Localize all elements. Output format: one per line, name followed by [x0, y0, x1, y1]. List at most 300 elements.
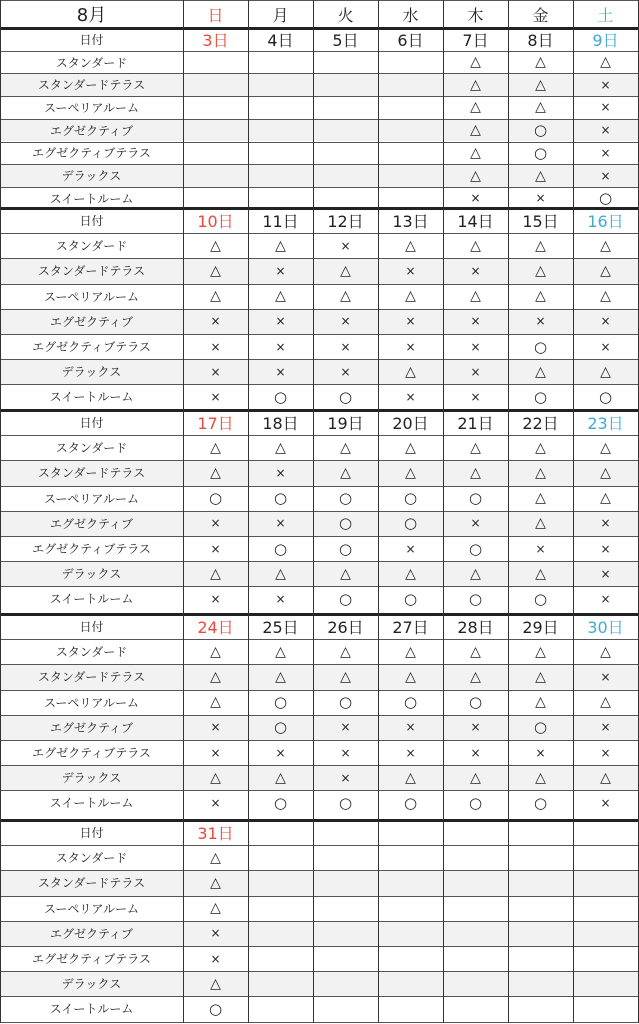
availability-cell: [248, 870, 313, 895]
availability-limited: △: [405, 237, 416, 254]
availability-cell: [313, 996, 378, 1021]
room-type-label: エグゼクティブテラス: [32, 340, 151, 355]
availability-full: ×: [470, 364, 481, 379]
availability-limited: △: [340, 668, 351, 685]
availability-cell: [443, 870, 508, 895]
availability-cell: [378, 996, 443, 1021]
availability-full: ×: [600, 314, 611, 329]
availability-limited: △: [600, 288, 611, 305]
availability-limited: △: [210, 288, 221, 305]
availability-full: ×: [340, 364, 351, 379]
availability-cell: [378, 119, 443, 142]
availability-cell: [313, 870, 378, 895]
column-divider: [378, 0, 379, 1023]
date-cell: 8日: [527, 30, 554, 50]
availability-cell: [313, 119, 378, 142]
availability-full: ×: [405, 389, 416, 404]
availability-limited: △: [470, 122, 481, 139]
availability-cell: [573, 971, 638, 996]
date-cell: 20日: [392, 414, 429, 434]
room-type-label: スーペリアルーム: [44, 901, 139, 916]
availability-limited: △: [275, 668, 286, 685]
room-type-label: スタンダードテラス: [37, 78, 146, 93]
availability-limited: △: [275, 769, 286, 786]
availability-cell: [248, 921, 313, 946]
availability-limited: △: [340, 643, 351, 660]
column-divider: [573, 0, 574, 1023]
availability-cell: [378, 845, 443, 870]
availability-limited: △: [275, 565, 286, 582]
date-cell: 12日: [327, 212, 364, 232]
room-type-label: スイートルーム: [49, 191, 134, 206]
weekday-header-3: 水: [402, 5, 419, 25]
availability-limited: △: [535, 76, 546, 93]
availability-available: ○: [403, 589, 418, 608]
availability-full: ×: [470, 339, 481, 354]
availability-available: ○: [533, 121, 548, 140]
availability-full: ×: [210, 745, 221, 760]
availability-limited: △: [535, 565, 546, 582]
availability-full: ×: [470, 191, 481, 206]
availability-cell: [573, 870, 638, 895]
availability-full: ×: [275, 745, 286, 760]
availability-full: ×: [470, 516, 481, 531]
date-cell: 21日: [457, 414, 494, 434]
room-type-label: エグゼクティブ: [49, 720, 134, 735]
availability-cell: [378, 896, 443, 921]
availability-available: ○: [468, 539, 483, 558]
availability-available: ○: [273, 793, 288, 812]
room-type-label: スタンダード: [55, 441, 128, 456]
availability-limited: △: [470, 144, 481, 161]
availability-cell: [378, 870, 443, 895]
date-cell: 15日: [522, 212, 559, 232]
date-cell: [443, 820, 508, 845]
date-cell: 23日: [587, 414, 624, 434]
availability-full: ×: [535, 745, 546, 760]
availability-limited: △: [470, 643, 481, 660]
availability-full: ×: [535, 314, 546, 329]
availability-full: ×: [600, 339, 611, 354]
availability-cell: [378, 164, 443, 187]
availability-cell: [313, 73, 378, 96]
availability-limited: △: [470, 439, 481, 456]
availability-limited: △: [535, 363, 546, 380]
availability-limited: △: [210, 694, 221, 711]
room-type-label: スタンダード: [55, 55, 128, 70]
weekday-header-5: 金: [532, 5, 549, 25]
column-divider: [313, 0, 314, 1023]
availability-limited: △: [470, 99, 481, 116]
availability-limited: △: [535, 288, 546, 305]
availability-limited: △: [210, 262, 221, 279]
availability-cell: [248, 73, 313, 96]
availability-cell: [248, 996, 313, 1021]
availability-cell: [443, 896, 508, 921]
availability-full: ×: [275, 591, 286, 606]
column-divider: [443, 0, 444, 1023]
availability-limited: △: [535, 490, 546, 507]
availability-full: ×: [340, 720, 351, 735]
availability-available: ○: [403, 514, 418, 533]
column-divider: [508, 0, 509, 1023]
date-row-label: 日付: [79, 32, 104, 47]
availability-limited: △: [535, 668, 546, 685]
availability-cell: [183, 142, 248, 165]
room-type-label: スタンダード: [55, 645, 128, 660]
table-border-bottom: [0, 1022, 638, 1023]
availability-available: ○: [468, 693, 483, 712]
availability-cell: [508, 996, 573, 1021]
date-cell: 30日: [587, 618, 624, 638]
availability-full: ×: [210, 314, 221, 329]
date-cell: 10日: [197, 212, 234, 232]
availability-cell: [378, 971, 443, 996]
availability-full: ×: [275, 314, 286, 329]
room-type-label: スイートルーム: [49, 796, 134, 811]
availability-full: ×: [600, 100, 611, 115]
availability-cell: [248, 971, 313, 996]
availability-available: ○: [533, 589, 548, 608]
availability-limited: △: [470, 288, 481, 305]
availability-limited: △: [470, 167, 481, 184]
date-cell: 9日: [592, 30, 619, 50]
availability-full: ×: [600, 77, 611, 92]
availability-full: ×: [470, 263, 481, 278]
availability-full: ×: [210, 795, 221, 810]
room-type-label: エグゼクティブテラス: [32, 146, 151, 161]
availability-limited: △: [470, 565, 481, 582]
availability-available: ○: [273, 387, 288, 406]
date-cell: 18日: [262, 414, 299, 434]
availability-cell: [443, 971, 508, 996]
availability-available: ○: [468, 589, 483, 608]
date-row-label: 日付: [79, 826, 104, 841]
room-type-label: スタンダードテラス: [37, 876, 146, 891]
availability-limited: △: [600, 643, 611, 660]
availability-full: ×: [405, 263, 416, 278]
availability-limited: △: [470, 54, 481, 71]
availability-limited: △: [210, 769, 221, 786]
room-type-label: スタンダード: [55, 851, 128, 866]
availability-cell: [573, 996, 638, 1021]
availability-full: ×: [210, 951, 221, 966]
room-type-label: エグゼクティブ: [49, 516, 134, 531]
availability-cell: [248, 96, 313, 119]
availability-limited: △: [210, 849, 221, 866]
availability-full: ×: [275, 263, 286, 278]
availability-full: ×: [405, 314, 416, 329]
room-type-label: デラックス: [61, 169, 122, 184]
room-type-label: エグゼクティブ: [49, 314, 134, 329]
availability-full: ×: [275, 364, 286, 379]
availability-full: ×: [340, 745, 351, 760]
availability-cell: [183, 96, 248, 119]
availability-available: ○: [273, 693, 288, 712]
availability-limited: △: [340, 262, 351, 279]
availability-limited: △: [275, 237, 286, 254]
availability-full: ×: [275, 516, 286, 531]
availability-full: ×: [210, 541, 221, 556]
availability-full: ×: [210, 516, 221, 531]
room-type-label: スタンダードテラス: [37, 670, 146, 685]
availability-cell: [508, 896, 573, 921]
availability-full: ×: [600, 566, 611, 581]
availability-limited: △: [470, 76, 481, 93]
date-row-label: 日付: [79, 416, 104, 431]
availability-available: ○: [468, 489, 483, 508]
room-type-label: スタンダード: [55, 239, 128, 254]
availability-available: ○: [533, 387, 548, 406]
availability-available: ○: [338, 693, 353, 712]
week-divider: [0, 819, 638, 822]
availability-cell: [183, 119, 248, 142]
date-cell: 24日: [197, 618, 234, 638]
week-divider: [0, 207, 638, 210]
availability-cell: [443, 921, 508, 946]
availability-limited: △: [535, 769, 546, 786]
weekday-header-4: 木: [467, 5, 484, 25]
availability-limited: △: [210, 874, 221, 891]
availability-limited: △: [275, 288, 286, 305]
date-cell: 28日: [457, 618, 494, 638]
availability-cell: [508, 870, 573, 895]
availability-limited: △: [535, 99, 546, 116]
availability-cell: [313, 142, 378, 165]
availability-available: ○: [403, 693, 418, 712]
week-divider: [0, 27, 638, 30]
date-cell: [313, 820, 378, 845]
availability-full: ×: [470, 720, 481, 735]
room-type-label: エグゼクティブ: [49, 123, 134, 138]
availability-available: ○: [338, 387, 353, 406]
availability-available: ○: [273, 718, 288, 737]
availability-full: ×: [275, 465, 286, 480]
date-cell: 31日: [197, 824, 234, 844]
availability-available: ○: [338, 539, 353, 558]
availability-available: ○: [273, 489, 288, 508]
availability-limited: △: [535, 237, 546, 254]
availability-cell: [183, 164, 248, 187]
availability-available: ○: [403, 489, 418, 508]
availability-cell: [313, 845, 378, 870]
date-cell: 29日: [522, 618, 559, 638]
availability-full: ×: [600, 145, 611, 160]
availability-limited: △: [600, 363, 611, 380]
date-cell: 14日: [457, 212, 494, 232]
availability-full: ×: [405, 541, 416, 556]
availability-limited: △: [600, 439, 611, 456]
availability-limited: △: [600, 237, 611, 254]
availability-limited: △: [535, 262, 546, 279]
availability-limited: △: [405, 464, 416, 481]
date-cell: 17日: [197, 414, 234, 434]
availability-full: ×: [600, 123, 611, 138]
availability-limited: △: [210, 900, 221, 917]
month-label: 8月: [76, 5, 107, 26]
availability-limited: △: [340, 439, 351, 456]
availability-full: ×: [535, 541, 546, 556]
availability-cell: [313, 164, 378, 187]
date-cell: [248, 820, 313, 845]
date-cell: 19日: [327, 414, 364, 434]
availability-cell: [248, 164, 313, 187]
availability-limited: △: [535, 54, 546, 71]
availability-cell: [378, 96, 443, 119]
availability-full: ×: [405, 745, 416, 760]
availability-cell: [313, 51, 378, 74]
date-cell: 6日: [397, 30, 424, 50]
week-divider: [0, 409, 638, 412]
date-cell: 11日: [262, 212, 299, 232]
weekday-header-0: 日: [207, 5, 224, 25]
availability-full: ×: [470, 314, 481, 329]
availability-available: ○: [338, 589, 353, 608]
availability-limited: △: [535, 694, 546, 711]
weekday-header-2: 火: [337, 5, 354, 25]
date-cell: 22日: [522, 414, 559, 434]
availability-full: ×: [470, 389, 481, 404]
date-row-label: 日付: [79, 214, 104, 229]
availability-cell: [573, 896, 638, 921]
availability-full: ×: [600, 516, 611, 531]
availability-cell: [378, 946, 443, 971]
availability-limited: △: [210, 643, 221, 660]
availability-available: ○: [403, 793, 418, 812]
room-type-label: デラックス: [61, 977, 122, 992]
availability-available: ○: [338, 489, 353, 508]
availability-limited: △: [210, 668, 221, 685]
availability-cell: [378, 73, 443, 96]
availability-cell: [443, 845, 508, 870]
availability-limited: △: [210, 439, 221, 456]
availability-limited: △: [470, 769, 481, 786]
availability-cell: [508, 921, 573, 946]
room-type-label: エグゼクティブテラス: [32, 952, 151, 967]
table-border-top: [0, 0, 638, 1]
availability-full: ×: [405, 720, 416, 735]
availability-full: ×: [210, 720, 221, 735]
room-type-label: デラックス: [61, 771, 122, 786]
availability-cell: [313, 971, 378, 996]
availability-full: ×: [470, 745, 481, 760]
date-row-label: 日付: [79, 620, 104, 635]
availability-cell: [573, 946, 638, 971]
availability-limited: △: [340, 565, 351, 582]
availability-cell: [313, 896, 378, 921]
availability-limited: △: [210, 464, 221, 481]
room-type-label: デラックス: [61, 567, 122, 582]
availability-limited: △: [210, 975, 221, 992]
availability-full: ×: [600, 795, 611, 810]
column-divider: [183, 0, 184, 1023]
availability-cell: [248, 946, 313, 971]
availability-limited: △: [210, 565, 221, 582]
availability-full: ×: [600, 168, 611, 183]
availability-available: ○: [273, 539, 288, 558]
availability-available: ○: [338, 514, 353, 533]
date-cell: [508, 820, 573, 845]
availability-cell: [183, 51, 248, 74]
availability-available: ○: [598, 387, 613, 406]
availability-limited: △: [275, 439, 286, 456]
availability-limited: △: [600, 490, 611, 507]
availability-full: ×: [600, 541, 611, 556]
date-cell: 5日: [332, 30, 359, 50]
column-divider: [248, 0, 249, 1023]
availability-cell: [248, 142, 313, 165]
availability-cell: [248, 119, 313, 142]
weekday-header-6: 土: [597, 5, 614, 25]
availability-cell: [573, 845, 638, 870]
availability-full: ×: [405, 339, 416, 354]
date-cell: 27日: [392, 618, 429, 638]
availability-cell: [443, 996, 508, 1021]
availability-limited: △: [340, 464, 351, 481]
availability-limited: △: [275, 643, 286, 660]
availability-full: ×: [210, 339, 221, 354]
availability-limited: △: [470, 668, 481, 685]
availability-limited: △: [405, 288, 416, 305]
room-type-label: スーペリアルーム: [44, 695, 139, 710]
weekday-header-1: 月: [272, 5, 289, 25]
availability-limited: △: [600, 694, 611, 711]
availability-full: ×: [600, 669, 611, 684]
availability-cell: [313, 96, 378, 119]
availability-full: ×: [340, 314, 351, 329]
availability-limited: △: [535, 167, 546, 184]
availability-cell: [378, 142, 443, 165]
room-type-label: エグゼクティブテラス: [32, 542, 151, 557]
availability-full: ×: [210, 926, 221, 941]
availability-full: ×: [600, 720, 611, 735]
availability-limited: △: [405, 363, 416, 380]
availability-cell: [508, 946, 573, 971]
column-divider: [0, 0, 1, 1023]
availability-available: ○: [338, 793, 353, 812]
availability-full: ×: [275, 339, 286, 354]
availability-limited: △: [405, 769, 416, 786]
availability-full: ×: [340, 339, 351, 354]
date-cell: 16日: [587, 212, 624, 232]
availability-cell: [248, 896, 313, 921]
room-type-label: スイートルーム: [49, 592, 134, 607]
room-type-label: エグゼクティブ: [49, 926, 134, 941]
room-type-label: スイートルーム: [49, 1002, 134, 1017]
room-type-label: デラックス: [61, 365, 122, 380]
availability-limited: △: [405, 439, 416, 456]
availability-full: ×: [340, 238, 351, 253]
availability-available: ○: [468, 793, 483, 812]
availability-cell: [508, 971, 573, 996]
availability-cell: [508, 845, 573, 870]
room-type-label: スーペリアルーム: [44, 491, 139, 506]
availability-limited: △: [405, 643, 416, 660]
room-type-label: スーペリアルーム: [44, 100, 139, 115]
date-cell: 13日: [392, 212, 429, 232]
availability-full: ×: [600, 591, 611, 606]
availability-available: ○: [533, 718, 548, 737]
availability-full: ×: [210, 364, 221, 379]
availability-limited: △: [535, 643, 546, 660]
availability-cell: [378, 921, 443, 946]
availability-cell: [378, 51, 443, 74]
date-cell: 26日: [327, 618, 364, 638]
availability-available: ○: [598, 189, 613, 208]
availability-cell: [248, 51, 313, 74]
availability-limited: △: [600, 769, 611, 786]
room-type-label: スーペリアルーム: [44, 289, 139, 304]
